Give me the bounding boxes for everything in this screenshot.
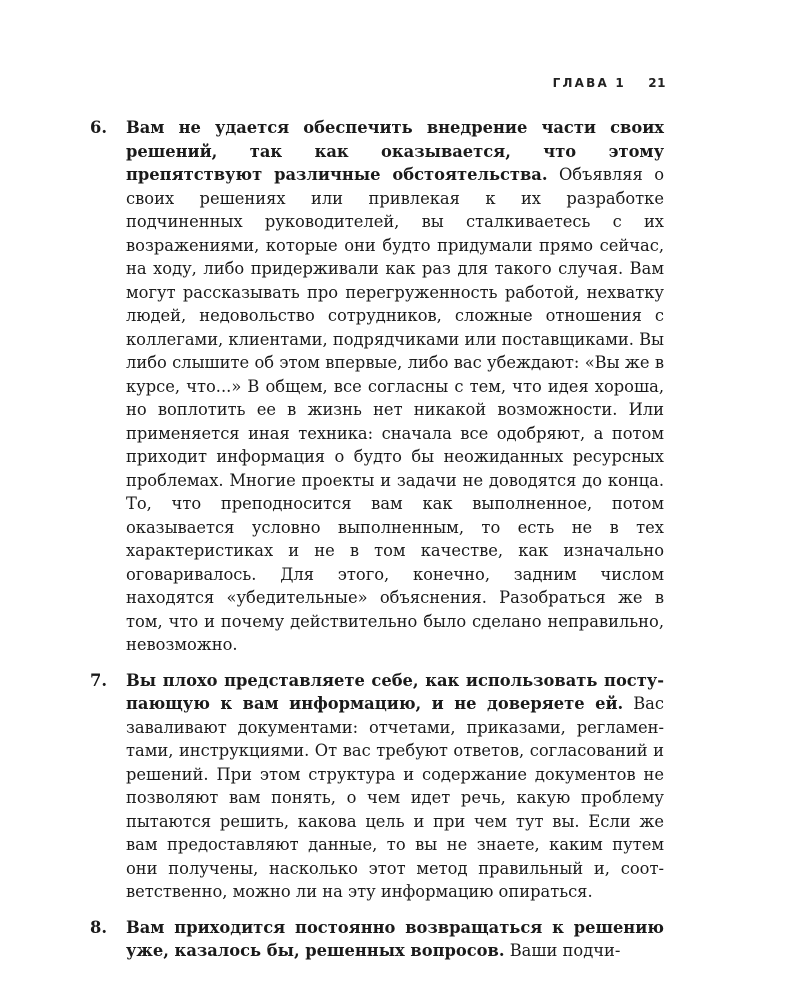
running-header: [553, 76, 666, 90]
numbered-list: [90, 116, 664, 975]
item-text: Ваши подчи-: [509, 941, 621, 960]
list-item: [90, 669, 664, 904]
item-text: Объявляя о своих решениях или привлекая к их разработке подчиненных руководителей, вы сталкиваетесь с их возражениями, которые они будто придумали прямо сейчас, на ходу, либо придерживали как раз для такого случая. Вам могут рассказывать про перегруженность работой, нехватку людей, недовольство сотрудников, сложные отношения с коллегами, клиентами, подрядчиками или поставщиками. Вы либо слышите об этом впервые, либо вас убеждают: «Вы же в курсе, что...» В общем, все согласны с тем, что идея хороша, но воплотить ее в жизнь нет никакой возможности. Или применяется иная техника: сначала все одобряют, а потом приходит информация о будто бы неожиданных ресурсных проблемах. Многие проекты и задачи не доводятся до конца. То, что преподносится вам как выполненное, потом оказывается условно выполненным, то есть не в тех характеристиках и не в том качестве, как изначально оговаривалось. Для этого, конечно, задним числом находятся «убедительные» объяснения. Разобраться же в том, что и почему действительно было сделано неправильно, невозможно.: [126, 165, 664, 654]
item-number: 8.: [90, 917, 107, 937]
item-body: [126, 116, 664, 657]
item-text: Вас заваливают документами: отчетами, приказами, регламентами, инструкциями. От вас требуют ответов, согласований и решений. При этом структура и содержание документов не позволяют вам понять, о чем идет речь, какую проблему пытаются решить, какова цель и при чем тут вы. Если же вам предоставляют данные, то вы не знаете, каким путем они получены, насколько этот метод правильный и, соответственно, можно ли на эту информацию опираться.: [126, 694, 664, 901]
item-lead: Вы плохо представляете себе, как использовать поступающую к вам информацию, и не доверяете ей.: [126, 670, 664, 713]
list-item: [90, 916, 664, 963]
page-number: 21: [648, 76, 666, 90]
item-body: [126, 916, 664, 963]
item-number: 6.: [90, 118, 107, 137]
item-lead: Вам не удается обеспечить внедрение части своих решений, так как оказывается, что этому препятствуют различные обстоятельства.: [126, 118, 664, 184]
list-item: [90, 116, 664, 657]
item-lead: Вам приходится постоянно возвращаться к решению уже, казалось бы, решенных вопросов.: [126, 917, 664, 960]
item-number: 7.: [90, 670, 107, 690]
chapter-label: ГЛАВА 1: [552, 76, 626, 90]
item-body: [126, 669, 664, 904]
